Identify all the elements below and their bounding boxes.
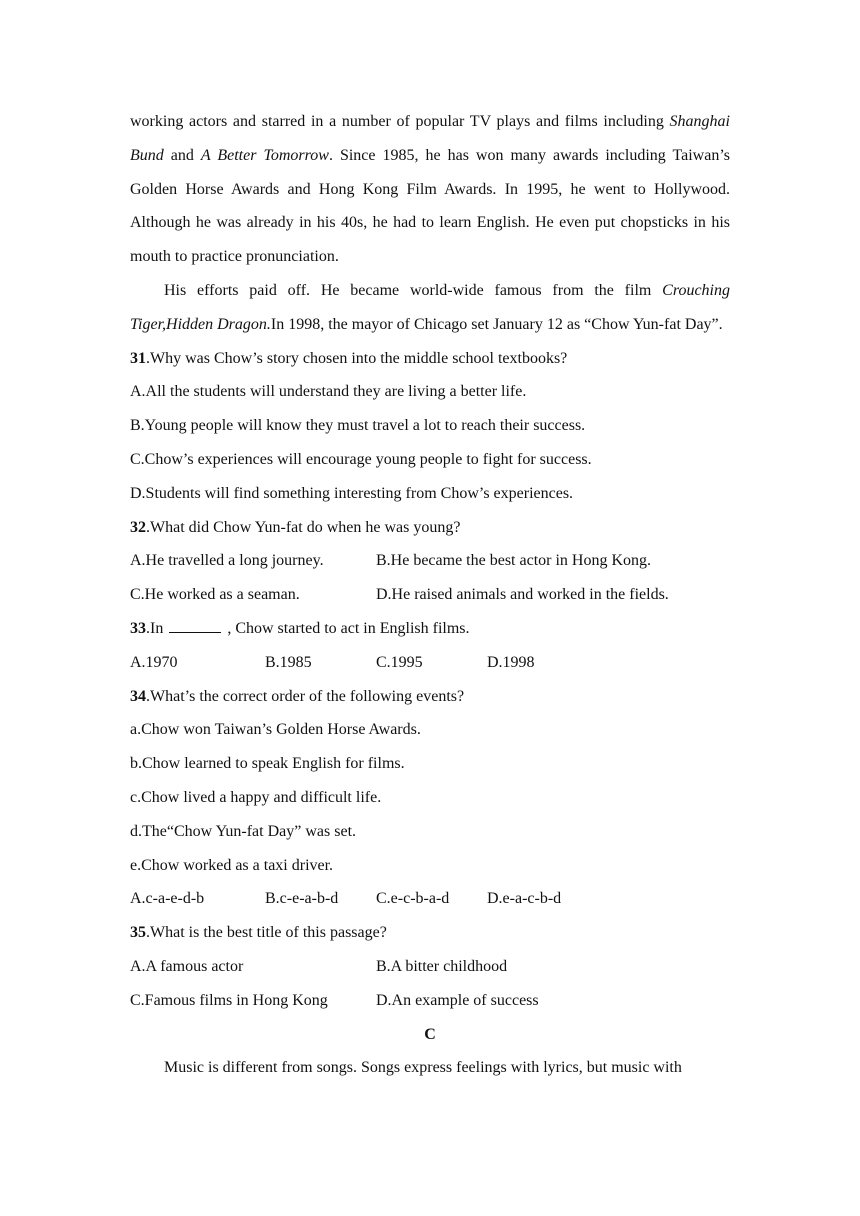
option-a: A.1970: [130, 653, 178, 671]
question-number: 33: [130, 619, 146, 637]
option-c: C.e-c-b-a-d: [376, 890, 450, 908]
paragraph-text: . Since 1985, he has won many awards including Taiwan’s Golden Horse Awards and Hong Kong Film Awards. In 1995, he went to Hollywood. Although he was already in his 40s, he had to learn English. He even put chopsticks in his mouth to practice pronunciation.: [130, 146, 730, 266]
option-b: B.c-e-a-b-d: [265, 890, 339, 908]
film-title: Shanghai Bund: [130, 113, 730, 164]
option-c: C.Chow’s experiences will encourage young people to fight for success.: [130, 450, 592, 468]
answer-blank: [169, 618, 221, 633]
section-heading: C: [424, 1025, 436, 1043]
options-row: [130, 882, 730, 916]
option-b: B.Young people will know they must travel a lot to reach their success.: [130, 417, 586, 435]
event-b: b.Chow learned to speak English for films.: [130, 755, 405, 773]
passage-paragraph-1: [130, 105, 730, 274]
question-number: 32: [130, 518, 146, 536]
option-a: A.All the students will understand they are living a better life.: [130, 383, 527, 401]
option-b: B.1985: [265, 653, 312, 671]
question-32: [130, 511, 730, 545]
event-c: c.Chow lived a happy and difficult life.: [130, 788, 382, 806]
question-35: [130, 916, 730, 950]
event-d: d.The“Chow Yun-fat Day” was set.: [130, 822, 357, 840]
options-row: [130, 544, 730, 578]
question-text: .In: [146, 619, 164, 637]
option-b: B.He became the best actor in Hong Kong.: [376, 552, 652, 570]
section-c-paragraph: Music is different from songs. Songs express feelings with lyrics, but music with: [164, 1059, 682, 1077]
option-c: C.1995: [376, 653, 423, 671]
option-b: B.A bitter childhood: [376, 957, 508, 975]
question-31: [130, 342, 730, 376]
options-row: [130, 984, 730, 1018]
options-row: [130, 950, 730, 984]
option-d: D.1998: [487, 653, 535, 671]
question-number: 31: [130, 349, 146, 367]
question-text: .What’s the correct order of the following events?: [146, 687, 465, 705]
question-34: [130, 680, 730, 714]
option-d: D.He raised animals and worked in the fields.: [376, 586, 669, 604]
options-row: [130, 578, 730, 612]
question-text: , Chow started to act in English films.: [227, 619, 470, 637]
passage-paragraph-2: [130, 274, 730, 342]
film-title: Crouching Tiger,Hidden Dragon.: [130, 281, 730, 333]
option-d: D.An example of success: [376, 991, 539, 1009]
option-a: A.He travelled a long journey.: [130, 552, 324, 570]
question-number: 34: [130, 687, 146, 705]
event-a: a.Chow won Taiwan’s Golden Horse Awards.: [130, 721, 421, 739]
question-33: [130, 612, 730, 646]
film-title: A Better Tomorrow: [200, 146, 329, 164]
option-d: D.e-a-c-b-d: [487, 890, 562, 908]
options-row: [130, 646, 730, 680]
paragraph-text: In 1998, the mayor of Chicago set January 12 as “Chow Yun-fat Day”.: [270, 315, 723, 333]
option-a: A.A famous actor: [130, 957, 244, 975]
paragraph-text: and: [163, 146, 201, 164]
event-e: e.Chow worked as a taxi driver.: [130, 856, 334, 874]
option-c: C.He worked as a seaman.: [130, 586, 300, 604]
option-c: C.Famous films in Hong Kong: [130, 991, 328, 1009]
paragraph-text: working actors and starred in a number of popular TV plays and films including: [130, 113, 670, 130]
page-content: [130, 105, 730, 1085]
option-a: A.c-a-e-d-b: [130, 890, 205, 908]
paragraph-text: His efforts paid off. He became world-wide famous from the film: [164, 281, 663, 299]
question-text: .What is the best title of this passage?: [146, 924, 387, 942]
question-text: .What did Chow Yun-fat do when he was young?: [146, 518, 461, 536]
question-text: .Why was Chow’s story chosen into the middle school textbooks?: [146, 349, 568, 367]
question-number: 35: [130, 924, 146, 942]
option-d: D.Students will find something interesting from Chow’s experiences.: [130, 484, 574, 502]
